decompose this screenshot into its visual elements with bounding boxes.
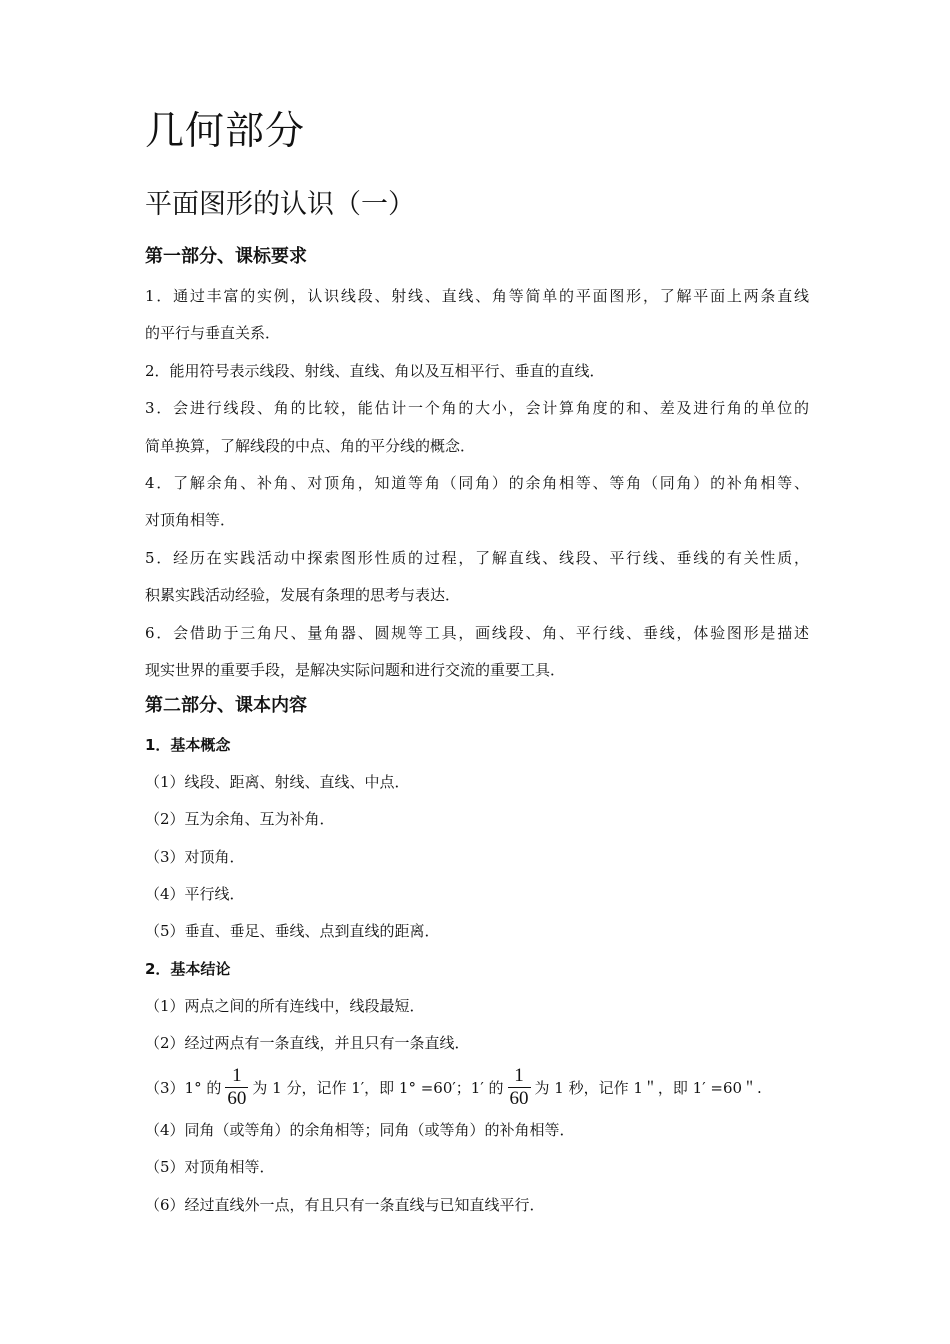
conclusion-item-6: （6）经过直线外一点，有且只有一条直线与已知直线平行． — [145, 1196, 545, 1214]
conclusion-item-3-part-1: （3）1° 的 — [145, 1078, 222, 1097]
fraction-one-sixtieth — [225, 1066, 248, 1109]
part2-heading: 第二部分、课本内容 — [145, 695, 307, 716]
requirement-4-line-2: 对顶角相等． — [145, 511, 236, 529]
requirement-3-line-2: 简单换算，了解线段的中点、角的平分线的概念． — [145, 437, 476, 455]
requirement-5-line-2: 积累实践活动经验，发展有条理的思考与表达． — [145, 586, 461, 604]
conclusions-heading: 2．基本结论 — [145, 960, 231, 978]
concepts-heading: 1．基本概念 — [145, 736, 231, 754]
concept-item-4: （4）平行线． — [145, 885, 245, 903]
requirement-6-line-1: 6．会借助于三角尺、量角器、圆规等工具，画线段、角、平行线、垂线，体验图形是描述 — [145, 624, 809, 642]
requirement-4-line-1: 4．了解余角、补角、对顶角，知道等角（同角）的余角相等、等角（同角）的补角相等、 — [145, 474, 809, 492]
fraction-one-sixtieth-2 — [508, 1066, 531, 1109]
requirement-3-line-1: 3．会进行线段、角的比较，能估计一个角的大小，会计算角度的和、差及进行角的单位的 — [145, 399, 809, 417]
fraction-denominator-2: 60 — [509, 1087, 529, 1109]
concept-item-5: （5）垂直、垂足、垂线、点到直线的距离． — [145, 922, 440, 940]
section-title: 平面图形的认识（一） — [145, 189, 415, 220]
conclusion-item-3 — [145, 1062, 762, 1112]
conclusion-item-4: （4）同角（或等角）的余角相等；同角（或等角）的补角相等． — [145, 1121, 575, 1139]
concept-item-1: （1）线段、距离、射线、直线、中点． — [145, 773, 410, 791]
conclusion-item-3-part-2: 为 1 分，记作 1′，即 1° =60′；1′ 的 — [252, 1078, 504, 1097]
part1-heading: 第一部分、课标要求 — [145, 246, 307, 267]
conclusion-item-1: （1）两点之间的所有连线中，线段最短． — [145, 997, 425, 1015]
concept-item-2: （2）互为余角、互为补角． — [145, 810, 335, 828]
conclusion-item-2: （2）经过两点有一条直线，并且只有一条直线． — [145, 1034, 470, 1052]
conclusion-item-5: （5）对顶角相等． — [145, 1158, 275, 1176]
requirement-2-line-1: 2．能用符号表示线段、射线、直线、角以及互相平行、垂直的直线． — [145, 362, 605, 380]
requirement-5-line-1: 5．经历在实践活动中探索图形性质的过程，了解直线、线段、平行线、垂线的有关性质， — [145, 549, 809, 567]
requirement-1-line-2: 的平行与垂直关系． — [145, 324, 281, 342]
document-title: 几何部分 — [145, 109, 306, 154]
requirement-6-line-2: 现实世界的重要手段，是解决实际问题和进行交流的重要工具． — [145, 661, 566, 679]
conclusion-item-3-part-3: 为 1 秒，记作 1＂，即 1′ =60＂. — [534, 1078, 762, 1097]
concept-item-3: （3）对顶角． — [145, 848, 245, 866]
fraction-numerator: 1 — [232, 1064, 242, 1086]
requirement-1-line-1: 1．通过丰富的实例，认识线段、射线、直线、角等简单的平面图形，了解平面上两条直线 — [145, 287, 809, 305]
fraction-denominator: 60 — [227, 1087, 247, 1109]
fraction-numerator-2: 1 — [514, 1064, 524, 1086]
